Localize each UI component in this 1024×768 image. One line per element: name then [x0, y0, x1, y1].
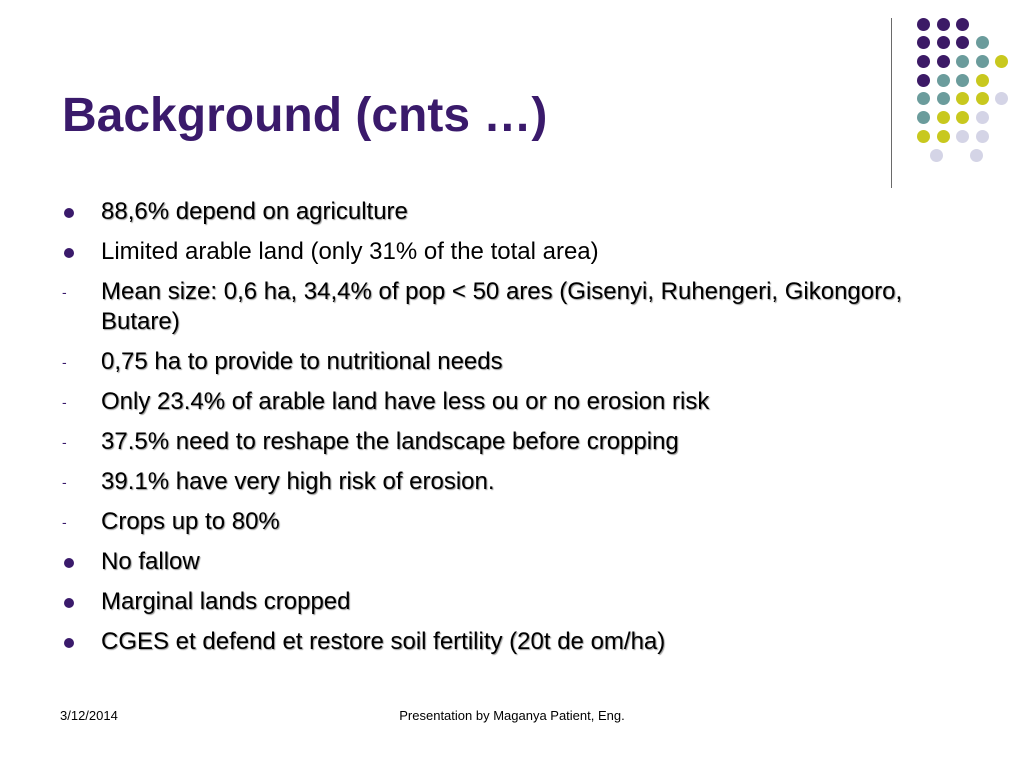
- decor-dot: [956, 130, 969, 143]
- decor-dot: [995, 92, 1008, 105]
- bullet-dot-icon: [64, 248, 74, 258]
- bullet-dash-icon: -: [62, 514, 67, 530]
- bullet-item: [60, 387, 960, 417]
- bullet-item: [60, 507, 960, 537]
- decor-dot: [976, 111, 989, 124]
- decor-dot: [937, 92, 950, 105]
- bullet-item: [60, 427, 960, 457]
- decor-dot: [970, 149, 983, 162]
- bullet-dot-icon: [64, 598, 74, 608]
- bullet-dot-icon: [64, 638, 74, 648]
- bullet-item: [60, 627, 960, 657]
- bullet-text: 0,75 ha to provide to nutritional needs: [101, 348, 503, 375]
- bullet-item: [60, 347, 960, 377]
- footer-date: 3/12/2014: [60, 708, 118, 723]
- decor-dot: [956, 74, 969, 87]
- decor-dot: [976, 36, 989, 49]
- bullet-dash-icon: -: [62, 354, 67, 370]
- bullet-text: 88,6% depend on agriculture: [101, 198, 408, 225]
- decor-dot: [937, 18, 950, 31]
- decor-dot: [976, 74, 989, 87]
- decor-dot: [937, 74, 950, 87]
- decor-dot: [917, 111, 930, 124]
- bullet-text: No fallow: [101, 548, 200, 575]
- bullet-dash-icon: -: [62, 474, 67, 490]
- bullet-item: [60, 237, 960, 267]
- bullet-text: Crops up to 80%: [101, 508, 280, 535]
- decor-dot: [956, 18, 969, 31]
- decor-dot: [937, 55, 950, 68]
- bullet-text: 39.1% have very high risk of erosion.: [101, 468, 495, 495]
- bullet-text: Only 23.4% of arable land have less ou or no erosion risk: [101, 388, 710, 415]
- bullet-item: [60, 467, 960, 497]
- bullet-item: [60, 587, 960, 617]
- decor-dot: [995, 55, 1008, 68]
- bullet-dash-icon: -: [62, 434, 67, 450]
- bullet-dash-icon: -: [62, 284, 67, 300]
- decor-dot: [976, 130, 989, 143]
- decor-dot: [917, 55, 930, 68]
- bullet-item: [60, 277, 960, 337]
- decor-dot: [976, 92, 989, 105]
- bullet-text: Limited arable land (only 31% of the total area): [101, 238, 599, 265]
- decor-dot: [937, 111, 950, 124]
- decor-dot: [917, 92, 930, 105]
- decor-dot: [917, 18, 930, 31]
- bullet-item: [60, 197, 960, 227]
- slide-title: Background (cnts …): [62, 89, 548, 142]
- bullet-item: [60, 547, 960, 577]
- bullet-text: Marginal lands cropped: [101, 588, 351, 615]
- decor-dot: [956, 111, 969, 124]
- decor-dot: [917, 130, 930, 143]
- footer-text: Presentation by Maganya Patient, Eng.: [399, 708, 625, 723]
- bullet-dash-icon: -: [62, 394, 67, 410]
- bullet-dot-icon: [64, 208, 74, 218]
- decor-dot: [956, 36, 969, 49]
- bullet-text: Mean size: 0,6 ha, 34,4% of pop < 50 ares (Gisenyi, Ruhengeri, Gikongoro, Butare): [101, 278, 903, 335]
- bullet-dot-icon: [64, 558, 74, 568]
- decor-dot: [976, 55, 989, 68]
- decor-dot: [937, 36, 950, 49]
- decor-dot: [937, 130, 950, 143]
- decor-dot: [956, 92, 969, 105]
- decor-dot: [956, 55, 969, 68]
- decor-dot: [917, 74, 930, 87]
- decor-dot: [930, 149, 943, 162]
- divider-line: [891, 18, 892, 188]
- bullet-list: [60, 197, 960, 667]
- bullet-text: 37.5% need to reshape the landscape before cropping: [101, 428, 679, 455]
- bullet-text: CGES et defend et restore soil fertility (20t de om/ha): [101, 628, 666, 655]
- decor-dot: [917, 36, 930, 49]
